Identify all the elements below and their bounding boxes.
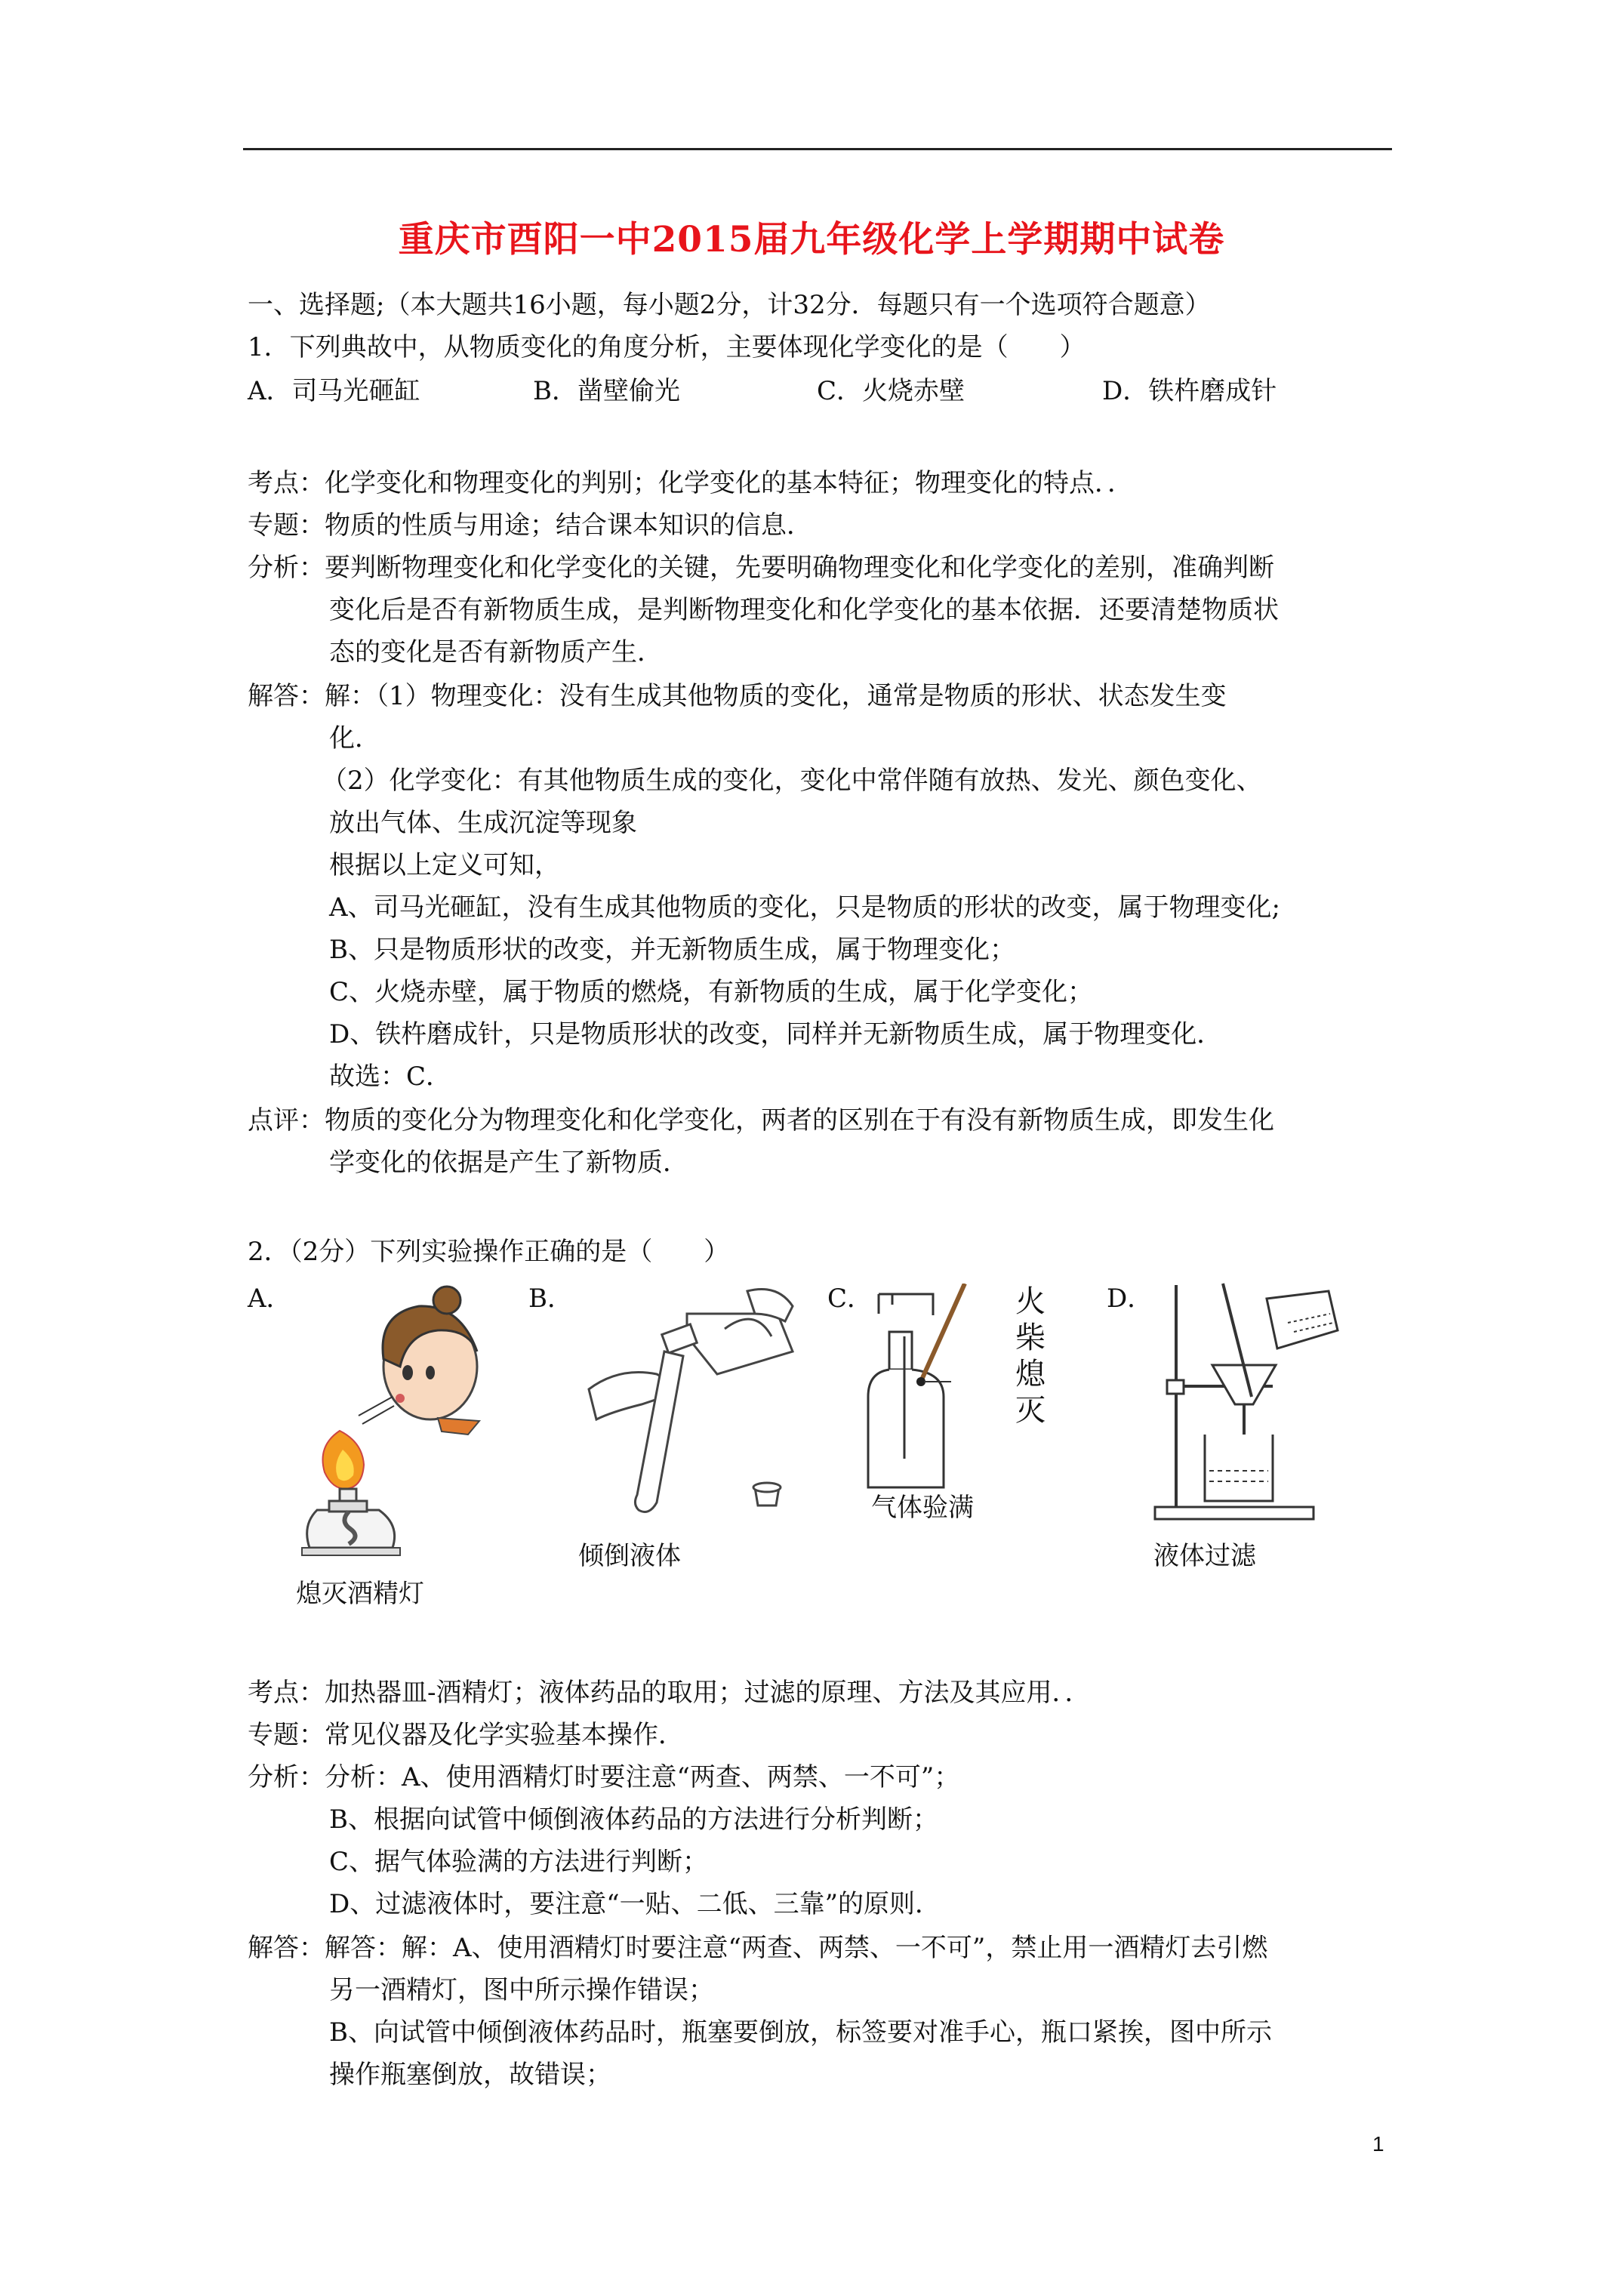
q2-fenxi-line: 分析：分析：A、使用酒精灯时要注意“两查、两禁、一不可”； <box>248 1762 960 1792</box>
q2-option-b-letter: B． <box>528 1284 573 1314</box>
figure-pour-liquid <box>574 1284 800 1533</box>
q1-zhuanti: 专题：物质的性质与用途；结合课本知识的信息． <box>248 510 812 541</box>
q1-option-c: C．火烧赤壁 <box>817 376 965 406</box>
q1-jieda-line: 化． <box>329 723 380 754</box>
q2-jieda-line: B、向试管中倾倒液体药品时，瓶塞要倒放，标签要对准手心，瓶口紧挨，图中所示 <box>329 2017 1272 2048</box>
stopper-icon <box>753 1483 781 1505</box>
q1-jieda-line: C、火烧赤壁，属于物质的燃烧，有新物质的生成，属于化学变化； <box>329 977 1094 1007</box>
q2-kaodian: 考点：加热器皿-酒精灯；液体药品的取用；过滤的原理、方法及其应用．． <box>248 1678 1091 1708</box>
funnel-icon <box>1212 1365 1276 1447</box>
q1-kaodian: 考点：化学变化和物理变化的判别；化学变化的基本特征；物理变化的特点．． <box>248 468 1133 498</box>
match-label-char: 火 <box>1015 1284 1046 1319</box>
match-label <box>1012 1284 1049 1428</box>
q2-fenxi-line: B、根据向试管中倾倒液体药品的方法进行分析判断； <box>329 1804 938 1835</box>
page-title: 重庆市酉阳一中2015届九年级化学上学期期中试卷 <box>398 219 1225 260</box>
q1-jieda-line: （2）化学变化：有其他物质生成的变化，变化中常伴随有放热、发光、颜色变化、 <box>322 766 1262 796</box>
q2-caption-a: 熄灭酒精灯 <box>296 1579 424 1609</box>
q1-option-b: B．凿壁偷光 <box>533 376 680 406</box>
q2-option-a-letter: A． <box>248 1284 292 1314</box>
q1-jieda-line: 根据以上定义可知， <box>329 850 560 880</box>
q1-option-d: D．铁杵磨成针 <box>1102 376 1277 406</box>
q2-caption-b: 倾倒液体 <box>578 1541 681 1571</box>
figure-blow-out-lamp <box>287 1284 506 1570</box>
q2-jieda-line: 另一酒精灯，图中所示操作错误； <box>329 1975 714 2005</box>
q1-stem: 1．下列典故中，从物质变化的角度分析，主要体现化学变化的是（ ） <box>248 332 1086 362</box>
q1-jieda-line: 故选：C． <box>329 1062 452 1092</box>
q2-stem: 2．（2分）下列实验操作正确的是（ ） <box>248 1237 730 1267</box>
q2-caption-c: 气体验满 <box>871 1493 974 1523</box>
q1-jieda-line: B、只是物质形状的改变，并无新物质生成，属于物理变化； <box>329 935 1015 965</box>
page-number: 1 <box>1372 2132 1384 2156</box>
figure-filtration <box>1140 1276 1351 1533</box>
q2-option-c-letter: C． <box>827 1284 873 1314</box>
q2-zhuanti: 专题：常见仪器及化学实验基本操作． <box>248 1720 684 1750</box>
q2-jieda-line: 操作瓶塞倒放，故错误； <box>329 2060 611 2090</box>
q2-fenxi-line: C、据气体验满的方法进行判断； <box>329 1847 709 1877</box>
q1-fenxi-line: 分析：要判断物理变化和化学变化的关键，先要明确物理变化和化学变化的差别，准确判断 <box>248 553 1274 583</box>
q1-dianping-line: 点评：物质的变化分为物理变化和化学变化，两者的区别在于有没有新物质生成，即发生化 <box>248 1105 1274 1136</box>
flame-icon <box>323 1431 365 1489</box>
match-label-char: 灭 <box>1015 1393 1046 1428</box>
q1-jieda-line: 解答：解：（1）物理变化：没有生成其他物质的变化，通常是物质的形状、状态发生变 <box>248 681 1227 711</box>
q2-caption-d: 液体过滤 <box>1153 1541 1256 1571</box>
alcohol-lamp-icon <box>302 1489 400 1555</box>
beaker-icon <box>1205 1435 1273 1501</box>
header-rule <box>243 148 1392 150</box>
q1-fenxi-line: 态的变化是否有新物质产生． <box>329 637 663 667</box>
q1-fenxi-line: 变化后是否有新物质生成，是判断物理变化和化学变化的基本依据．还要清楚物质状 <box>329 595 1279 625</box>
match-icon <box>916 1284 965 1386</box>
q1-option-a: A．司马光砸缸 <box>248 376 420 406</box>
gas-bottle-icon <box>868 1294 944 1487</box>
q2-fenxi-line: D、过滤液体时，要注意“一贴、二低、三靠”的原则． <box>329 1889 941 1919</box>
girl-face-icon <box>383 1287 479 1435</box>
q1-jieda-line: A、司马光砸缸，没有生成其他物质的变化，只是物质的形状的改变，属于物理变化; <box>329 892 1281 923</box>
match-label-char: 柴 <box>1015 1321 1046 1355</box>
q2-jieda-line: 解答：解答：解：A、使用酒精灯时要注意“两查、两禁、一不可”，禁止用一酒精灯去引燃 <box>248 1933 1268 1963</box>
q1-dianping-line: 学变化的依据是产生了新物质． <box>329 1148 688 1178</box>
q2-option-d-letter: D． <box>1107 1284 1153 1314</box>
q1-jieda-line: 放出气体、生成沉淀等现象 <box>329 808 637 838</box>
figure-gas-test <box>861 1284 996 1502</box>
section-heading: 一、选择题;（本大题共16小题，每小题2分，计32分．每题只有一个选项符合题意） <box>248 290 1211 320</box>
pouring-beaker-icon <box>1267 1291 1338 1348</box>
match-label-char: 熄 <box>1015 1357 1046 1391</box>
q1-jieda-line: D、铁杵磨成针，只是物质形状的改变，同样并无新物质生成，属于物理变化． <box>329 1019 1223 1049</box>
